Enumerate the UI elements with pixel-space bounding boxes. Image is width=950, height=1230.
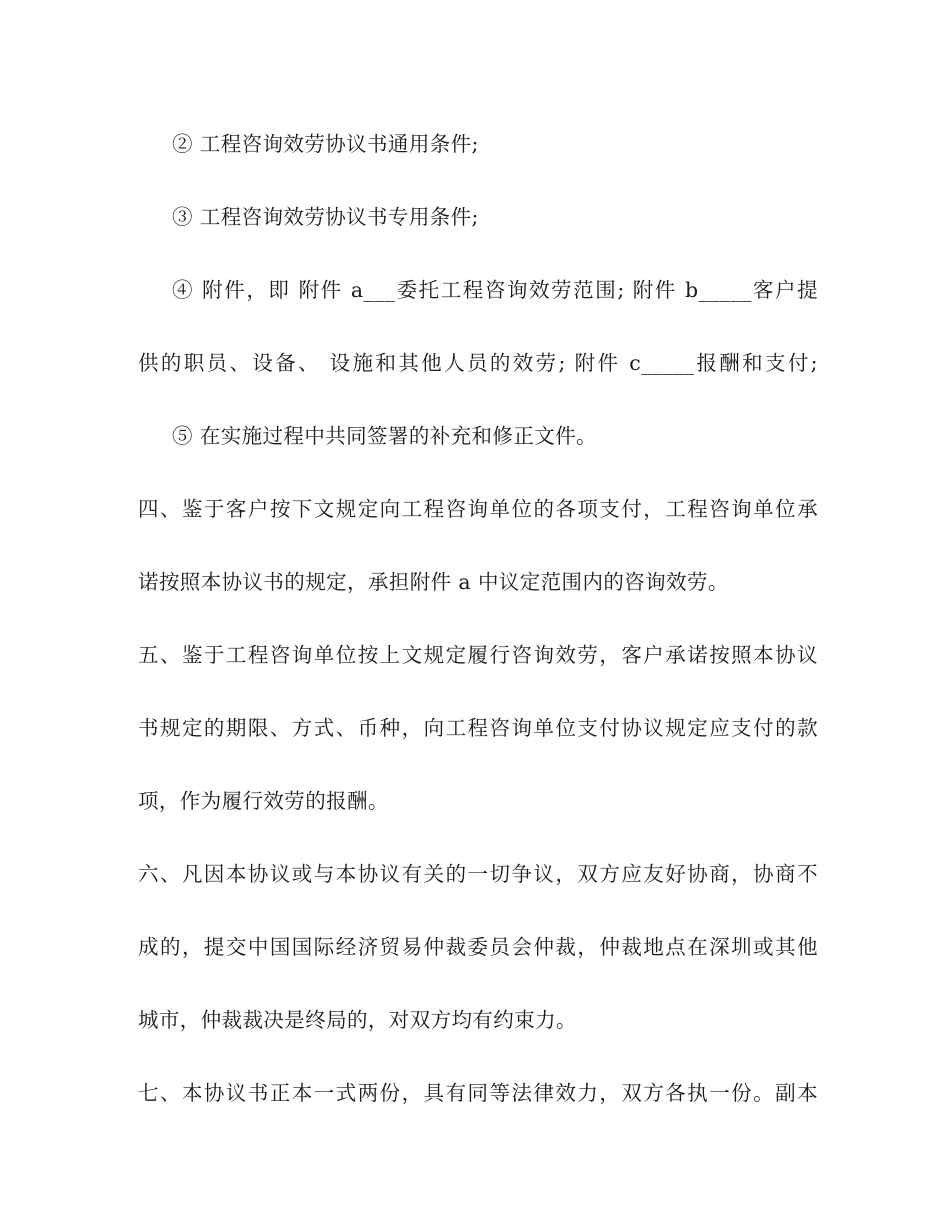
attachment-item-5: ⑤ 在实施过程中共同签署的补充和修正文件。 — [172, 424, 597, 448]
attachment-item-4-line-1: ④ 附件，即 附件 a___委托工程咨询效劳范围; 附件 b_____客户提 — [172, 278, 818, 302]
clause-4-line-1: 四、鉴于客户按下文规定向工程咨询单位的各项支付，工程咨询单位承 — [138, 497, 818, 521]
clause-6-line-1: 六、凡因本协议或与本协议有关的一切争议，双方应友好协商，协商不 — [138, 862, 818, 886]
clause-6-line-3: 城市，仲裁裁决是终局的，对双方均有约束力。 — [138, 1008, 577, 1032]
clause-5-line-1: 五、鉴于工程咨询单位按上文规定履行咨询效劳，客户承诺按照本协议 — [138, 643, 818, 667]
clause-6-line-2: 成的，提交中国国际经济贸易仲裁委员会仲裁，仲裁地点在深圳或其他 — [138, 935, 818, 959]
attachment-item-2: ② 工程咨询效劳协议书通用条件; — [172, 132, 479, 156]
attachment-item-3: ③ 工程咨询效劳协议书专用条件; — [172, 205, 479, 229]
clause-5-line-3: 项，作为履行效劳的报酬。 — [138, 789, 389, 813]
clause-5-line-2: 书规定的期限、方式、币种，向工程咨询单位支付协议规定应支付的款 — [138, 716, 818, 740]
clause-7-line-1: 七、本协议书正本一式两份，具有同等法律效力，双方各执一份。副本 — [138, 1081, 818, 1105]
attachment-item-4-line-2: 供的职员、设备、 设施和其他人员的效劳; 附件 c_____报酬和支付; — [138, 351, 818, 375]
clause-4-line-2: 诺按照本协议书的规定，承担附件 a 中议定范围内的咨询效劳。 — [138, 570, 729, 594]
